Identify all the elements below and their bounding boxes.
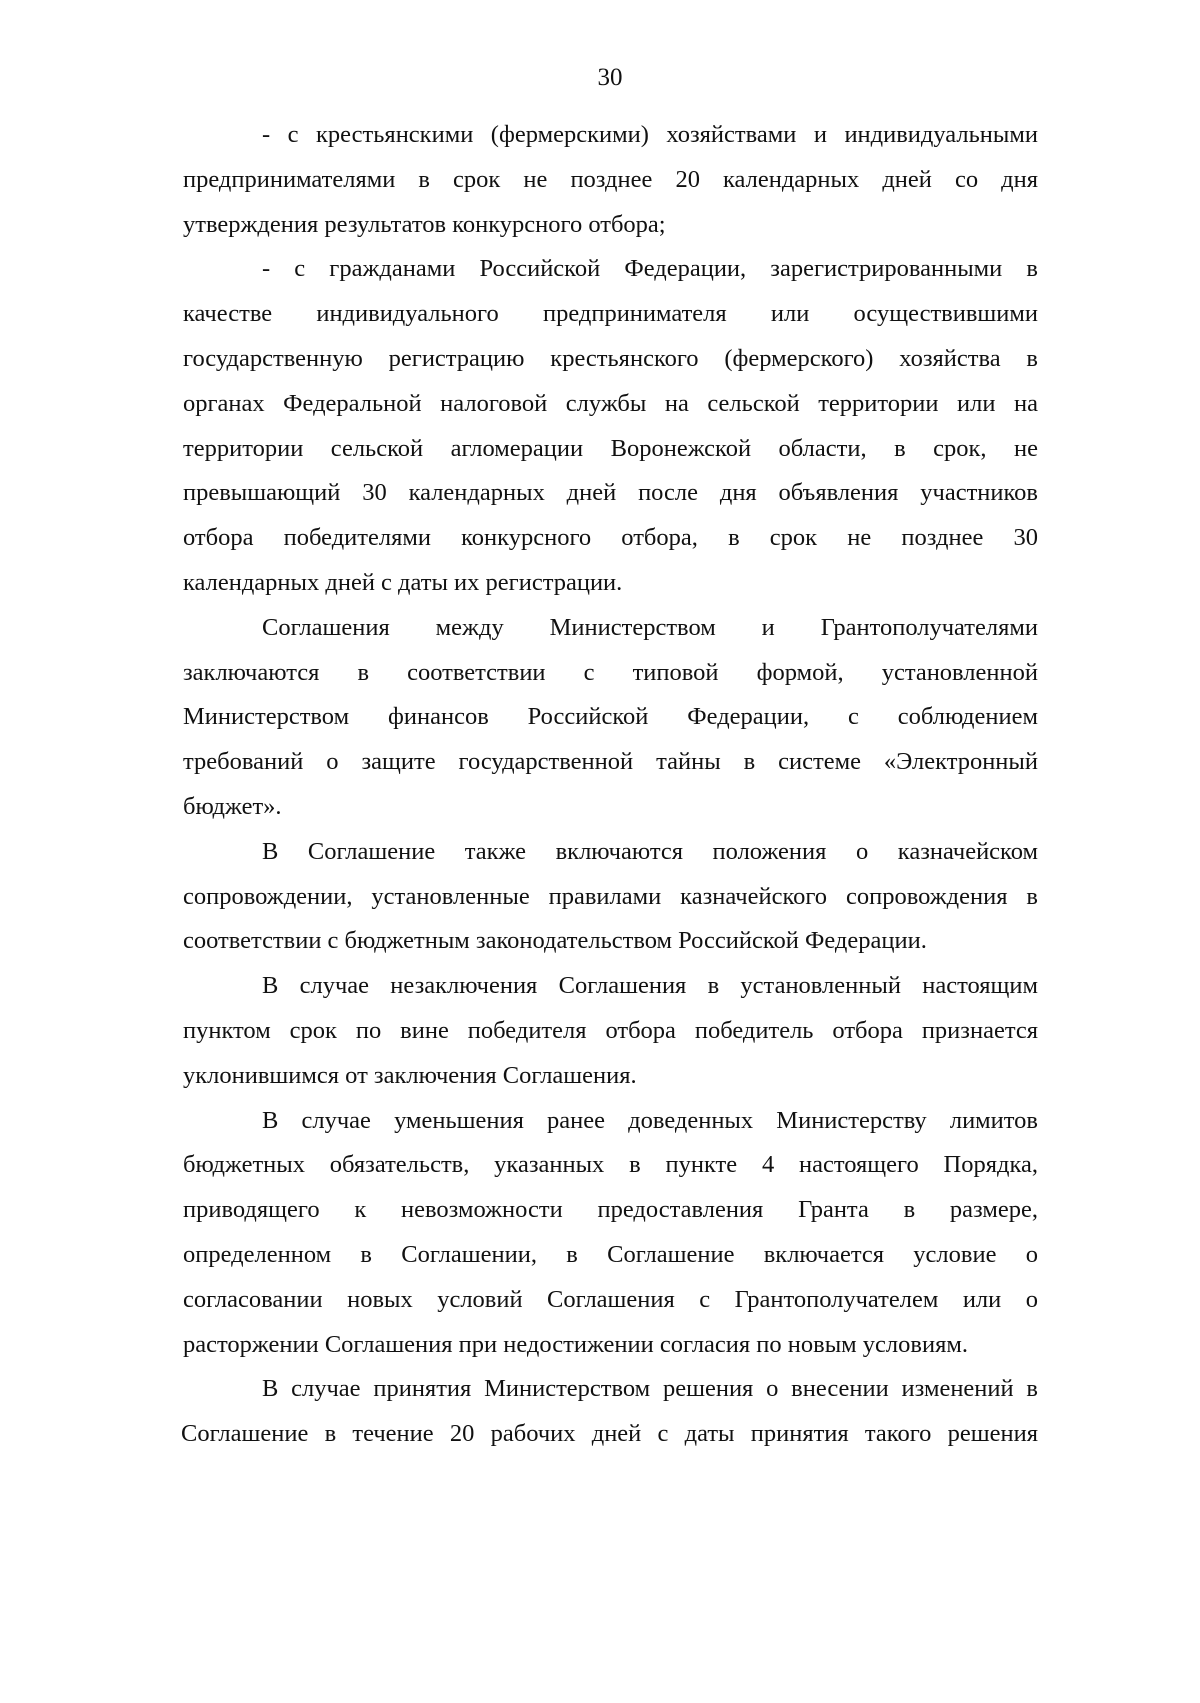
page-number: 30 <box>597 64 623 91</box>
text-line: государственную регистрацию крестьянского (фермерского) хозяйства в <box>183 345 1038 372</box>
text-line: Соглашение в течение 20 рабочих дней с даты принятия такого решения <box>181 1420 1038 1447</box>
text-line: приводящего к невозможности предоставления Гранта в размере, <box>183 1196 1038 1223</box>
text-line: территории сельской агломерации Воронежской области, в срок, не <box>183 435 1038 462</box>
text-line: уклонившимся от заключения Соглашения. <box>183 1062 637 1089</box>
text-line: В случае принятия Министерством решения о внесении изменений в <box>262 1375 1038 1402</box>
text-line: В случае уменьшения ранее доведенных Министерству лимитов <box>262 1107 1038 1134</box>
text-line: предпринимателями в срок не позднее 20 календарных дней со дня <box>183 166 1038 193</box>
text-line: соответствии с бюджетным законодательством Российской Федерации. <box>183 927 927 954</box>
text-line: отбора победителями конкурсного отбора, в срок не позднее 30 <box>183 524 1038 551</box>
text-line: превышающий 30 календарных дней после дня объявления участников <box>183 479 1038 506</box>
text-line: В случае незаключения Соглашения в установленный настоящим <box>262 972 1038 999</box>
text-line: календарных дней с даты их регистрации. <box>183 569 623 596</box>
text-line: бюджетных обязательств, указанных в пункте 4 настоящего Порядка, <box>183 1151 1038 1178</box>
text-line: пунктом срок по вине победителя отбора победитель отбора признается <box>183 1017 1038 1044</box>
text-line: качестве индивидуального предпринимателя или осуществившими <box>183 300 1038 327</box>
text-line: Министерством финансов Российской Федерации, с соблюдением <box>183 703 1038 730</box>
text-line: - с гражданами Российской Федерации, зарегистрированными в <box>262 255 1038 282</box>
text-line: В Соглашение также включаются положения о казначейском <box>262 838 1038 865</box>
text-line: определенном в Соглашении, в Соглашение включается условие о <box>183 1241 1038 1268</box>
text-line: расторжении Соглашения при недостижении согласия по новым условиям. <box>183 1331 968 1358</box>
text-line: органах Федеральной налоговой службы на сельской территории или на <box>183 390 1038 417</box>
text-line: бюджет». <box>183 793 282 820</box>
text-line: Соглашения между Министерством и Грантополучателями <box>262 614 1038 641</box>
text-line: согласовании новых условий Соглашения с Грантополучателем или о <box>183 1286 1038 1313</box>
text-line: заключаются в соответствии с типовой формой, установленной <box>183 659 1038 686</box>
text-line: - с крестьянскими (фермерскими) хозяйствами и индивидуальными <box>262 121 1038 148</box>
text-line: утверждения результатов конкурсного отбора; <box>183 211 666 238</box>
text-line: сопровождении, установленные правилами казначейского сопровождения в <box>183 883 1038 910</box>
text-line: требований о защите государственной тайны в системе «Электронный <box>183 748 1038 775</box>
